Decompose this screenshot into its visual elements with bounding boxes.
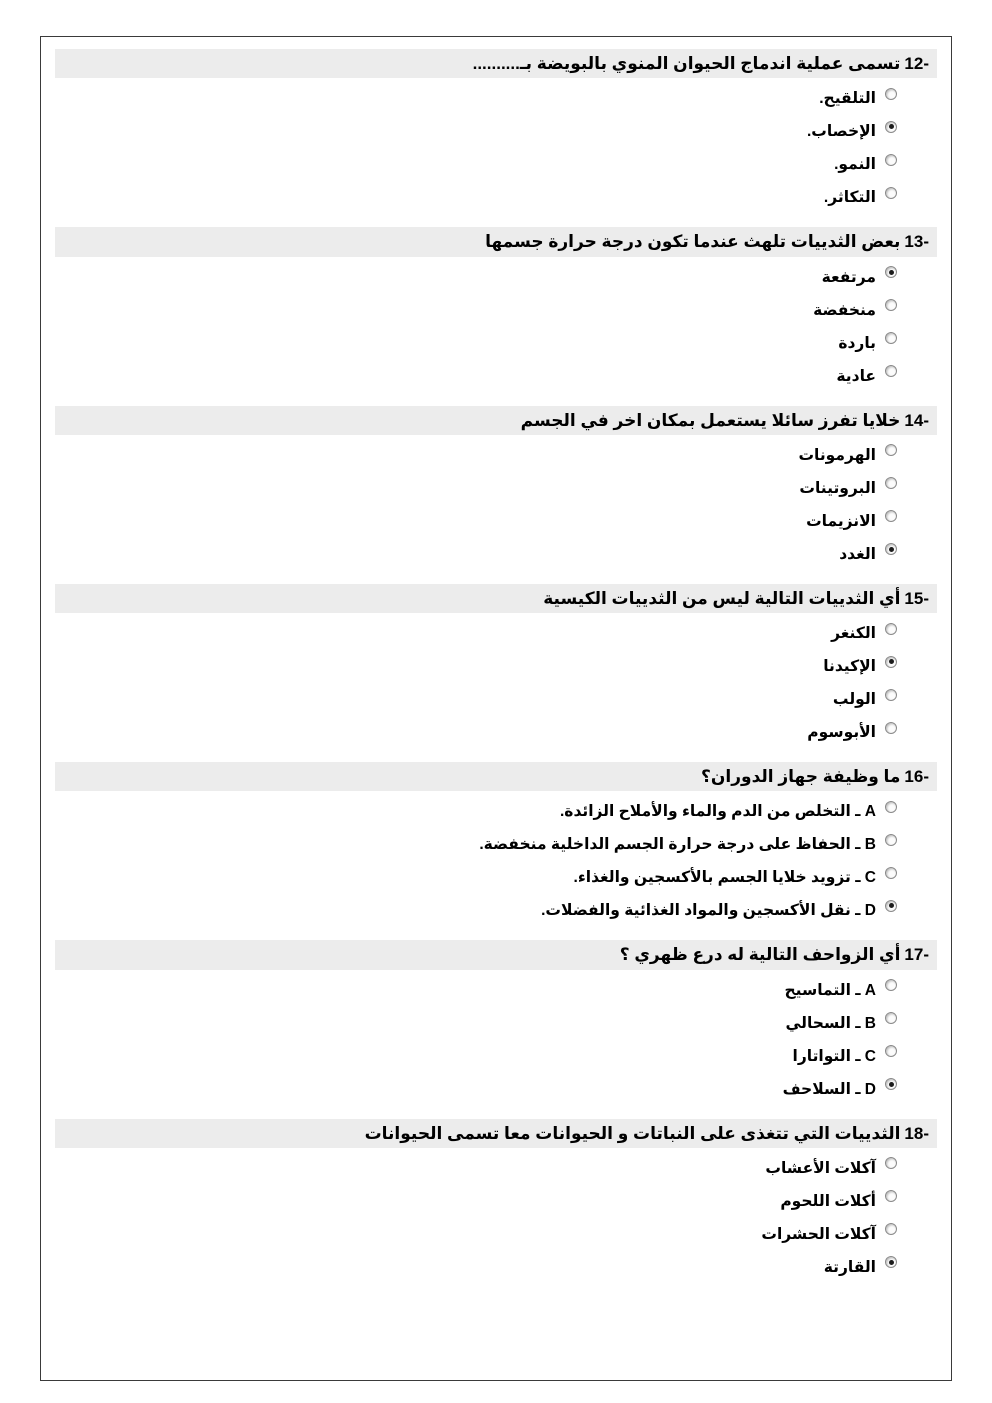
question-block	[55, 762, 937, 928]
question-block	[55, 1119, 937, 1285]
radio-button-icon[interactable]	[885, 1190, 897, 1202]
question-text: بعض الثدييات تلهث عندما تكون درجة حرارة جسمها	[485, 232, 901, 252]
answer-option[interactable]	[55, 473, 897, 506]
radio-button-icon[interactable]	[885, 332, 897, 344]
answer-option[interactable]	[55, 295, 897, 328]
answer-option[interactable]	[55, 506, 897, 539]
question-text: ما وظيفة جهاز الدوران؟	[701, 767, 901, 786]
option-label: منخفضة	[813, 301, 876, 319]
answer-option[interactable]	[55, 539, 897, 572]
option-label: D ـ نقل الأكسجين والمواد الغذائية والفضلات.	[541, 902, 876, 920]
radio-button-icon[interactable]	[885, 543, 897, 555]
radio-button-icon[interactable]	[885, 1256, 897, 1268]
answer-option[interactable]	[55, 829, 897, 862]
radio-dot-icon	[889, 659, 894, 664]
question-header	[55, 940, 937, 969]
option-label: C ـ التواتارا	[792, 1047, 876, 1065]
radio-dot-icon	[889, 547, 894, 552]
answer-option[interactable]	[55, 717, 897, 750]
options-list	[55, 796, 937, 928]
answer-option[interactable]	[55, 328, 897, 361]
answer-option[interactable]	[55, 116, 897, 149]
option-label: التلقيح.	[819, 90, 876, 108]
answer-option[interactable]	[55, 149, 897, 182]
option-label: A ـ التخلص من الدم والماء والأملاح الزائدة.	[560, 803, 876, 821]
option-label: الإكيدنا	[823, 658, 876, 676]
options-list	[55, 975, 937, 1107]
question-text: أي الزواحف التالية له درع ظهري ؟	[619, 945, 901, 965]
option-label: آكلات الحشرات	[761, 1225, 876, 1243]
radio-button-icon[interactable]	[885, 154, 897, 166]
radio-button-icon[interactable]	[885, 299, 897, 311]
answer-option[interactable]	[55, 796, 897, 829]
option-label: البروتينات	[799, 479, 876, 497]
question-header	[55, 762, 937, 791]
option-label: B ـ الحفاظ على درجة حرارة الجسم الداخلية منخفضة.	[479, 836, 876, 854]
question-text: تسمى عملية اندماج الحيوان المنوي بالبويضة بـ..........	[472, 54, 901, 73]
answer-option[interactable]	[55, 1219, 897, 1252]
answer-option[interactable]	[55, 618, 897, 651]
answer-option[interactable]	[55, 440, 897, 473]
radio-dot-icon	[889, 1082, 894, 1087]
option-label: D ـ السلاحف	[782, 1080, 876, 1098]
option-label: الغدد	[839, 545, 876, 563]
question-text: خلايا تفرز سائلا يستعمل بمكان اخر في الجسم	[520, 410, 901, 430]
option-label: باردة	[838, 334, 876, 352]
options-list	[55, 440, 937, 572]
radio-button-icon[interactable]	[885, 477, 897, 489]
question-block	[55, 227, 937, 393]
question-number: 16-	[904, 767, 929, 786]
radio-button-icon[interactable]	[885, 900, 897, 912]
answer-option[interactable]	[55, 895, 897, 928]
question-header	[55, 227, 937, 256]
question-number: 18-	[904, 1123, 929, 1143]
option-label: القارتة	[823, 1258, 876, 1276]
option-label: الانزيمات	[806, 512, 876, 530]
radio-button-icon[interactable]	[885, 834, 897, 846]
option-label: الكنغر	[831, 625, 876, 643]
question-number: 13-	[904, 232, 929, 252]
question-block	[55, 940, 937, 1106]
option-label: أكلات اللحوم	[780, 1192, 876, 1210]
radio-button-icon[interactable]	[885, 656, 897, 668]
question-header	[55, 1119, 937, 1148]
answer-option[interactable]	[55, 651, 897, 684]
answer-option[interactable]	[55, 684, 897, 717]
question-header	[55, 584, 937, 613]
radio-button-icon[interactable]	[885, 444, 897, 456]
radio-button-icon[interactable]	[885, 623, 897, 635]
option-label: الولب	[832, 691, 876, 709]
radio-button-icon[interactable]	[885, 1157, 897, 1169]
question-number: 17-	[904, 945, 929, 965]
option-label: B ـ السحالي	[785, 1014, 876, 1032]
radio-button-icon[interactable]	[885, 1223, 897, 1235]
quiz-page	[40, 36, 952, 1381]
option-label: C ـ تزويد خلايا الجسم بالأكسجين والغذاء.	[573, 869, 876, 887]
radio-button-icon[interactable]	[885, 121, 897, 133]
question-number: 15-	[904, 588, 929, 608]
radio-button-icon[interactable]	[885, 88, 897, 100]
answer-option[interactable]	[55, 1153, 897, 1186]
option-label: الهرمونات	[798, 446, 876, 464]
options-list	[55, 1153, 937, 1285]
option-label: الإخصاب.	[806, 123, 876, 141]
option-label: آكلات الأعشاب	[765, 1159, 876, 1177]
question-block	[55, 584, 937, 750]
answer-option[interactable]	[55, 262, 897, 295]
answer-option[interactable]	[55, 1252, 897, 1285]
answer-option[interactable]	[55, 1008, 897, 1041]
answer-option[interactable]	[55, 1041, 897, 1074]
question-number: 12-	[904, 54, 929, 73]
options-list	[55, 262, 937, 394]
question-number: 14-	[904, 410, 929, 430]
question-block	[55, 49, 937, 215]
question-text: أي الثدييات التالية ليس من الثدييات الكيسية	[543, 588, 901, 608]
radio-button-icon[interactable]	[885, 1045, 897, 1057]
question-header	[55, 49, 937, 78]
radio-button-icon[interactable]	[885, 510, 897, 522]
answer-option[interactable]	[55, 862, 897, 895]
question-header	[55, 406, 937, 435]
option-label: النمو.	[834, 156, 876, 174]
answer-option[interactable]	[55, 975, 897, 1008]
radio-dot-icon	[889, 270, 894, 275]
options-list	[55, 618, 937, 750]
options-list	[55, 83, 937, 215]
question-block	[55, 406, 937, 572]
option-label: مرتفعة	[821, 268, 876, 286]
answer-option[interactable]	[55, 1074, 897, 1107]
radio-button-icon[interactable]	[885, 187, 897, 199]
question-text: الثدييات التي تتغذى على النباتات و الحيوانات معا تسمى الحيوانات	[364, 1123, 901, 1143]
radio-dot-icon	[889, 124, 894, 129]
answer-option[interactable]	[55, 1186, 897, 1219]
radio-button-icon[interactable]	[885, 1078, 897, 1090]
option-label: الأبوسوم	[807, 724, 876, 742]
radio-button-icon[interactable]	[885, 266, 897, 278]
answer-option[interactable]	[55, 182, 897, 215]
option-label: A ـ التماسيح	[784, 981, 876, 999]
radio-button-icon[interactable]	[885, 867, 897, 879]
answer-option[interactable]	[55, 361, 897, 394]
radio-dot-icon	[889, 903, 894, 908]
option-label: عادية	[836, 367, 876, 385]
radio-dot-icon	[889, 1260, 894, 1265]
questions-container	[55, 49, 937, 1285]
radio-button-icon[interactable]	[885, 979, 897, 991]
radio-button-icon[interactable]	[885, 722, 897, 734]
radio-button-icon[interactable]	[885, 1012, 897, 1024]
radio-button-icon[interactable]	[885, 689, 897, 701]
radio-button-icon[interactable]	[885, 365, 897, 377]
option-label: التكاثر.	[823, 189, 876, 207]
radio-button-icon[interactable]	[885, 801, 897, 813]
answer-option[interactable]	[55, 83, 897, 116]
